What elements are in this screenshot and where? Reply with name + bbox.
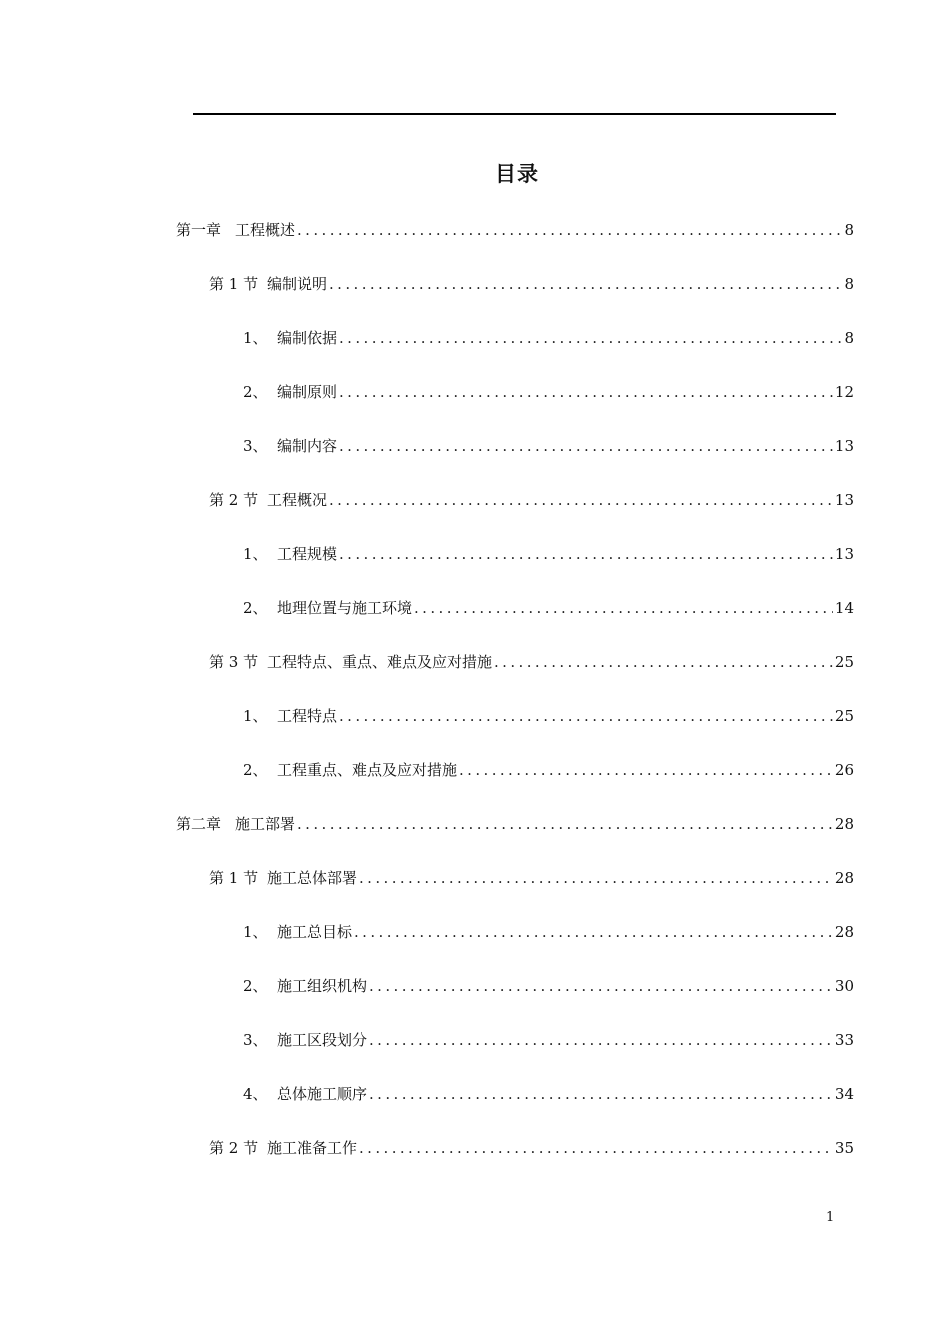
toc-entry-page: 13 <box>834 491 854 509</box>
toc-entry-item[interactable] <box>243 435 854 457</box>
dot-leader <box>354 921 833 943</box>
toc-entry-title: 施工部署 <box>235 815 296 833</box>
toc-entry-item[interactable] <box>243 381 854 403</box>
toc-entry-section[interactable] <box>209 867 854 889</box>
dot-leader <box>339 705 833 727</box>
dot-leader <box>459 759 833 781</box>
dot-leader <box>339 435 833 457</box>
toc-entry-item[interactable] <box>243 543 854 565</box>
toc-entry-item[interactable] <box>243 327 854 349</box>
toc-entry-page: 13 <box>834 545 854 563</box>
toc-entry-title: 工程规模 <box>277 545 338 563</box>
toc-entry-page: 33 <box>834 1031 854 1049</box>
toc-entry-title: 工程概述 <box>235 221 296 239</box>
toc-entry-number: 1、 <box>243 923 268 941</box>
toc-entry-item[interactable] <box>243 975 854 997</box>
toc-entry-section[interactable] <box>209 651 854 673</box>
toc-entry-title: 工程重点、难点及应对措施 <box>277 761 458 779</box>
toc-entry-number: 2、 <box>243 599 268 617</box>
toc-entry-page: 34 <box>834 1085 854 1103</box>
toc-entry-page: 35 <box>834 1139 854 1157</box>
toc-entry-title: 编制说明 <box>267 275 328 293</box>
toc-entry-number: 第二章 <box>176 815 222 833</box>
toc-entry-title: 施工区段划分 <box>277 1031 368 1049</box>
dot-leader <box>414 597 833 619</box>
toc-entry-title: 工程概况 <box>267 491 328 509</box>
toc-entry-page: 28 <box>834 815 854 833</box>
toc-entry-title: 工程特点 <box>277 707 338 725</box>
toc-entry-page: 8 <box>844 329 854 347</box>
toc-entry-item[interactable] <box>243 1029 854 1051</box>
toc-entry-number: 第 2 节 <box>209 1139 259 1157</box>
toc-entry-title: 施工组织机构 <box>277 977 368 995</box>
toc-entry-section[interactable] <box>209 489 854 511</box>
dot-leader <box>359 1137 833 1159</box>
toc-entry-title: 地理位置与施工环境 <box>277 599 413 617</box>
dot-leader <box>339 543 833 565</box>
toc-entry-page: 28 <box>834 869 854 887</box>
toc-entry-chapter-1[interactable] <box>176 219 854 241</box>
toc-entry-title: 总体施工顺序 <box>277 1085 368 1103</box>
toc-entry-title: 编制原则 <box>277 383 338 401</box>
toc-entry-item[interactable] <box>243 759 854 781</box>
toc-entry-number: 2、 <box>243 761 268 779</box>
toc-entry-title: 施工总目标 <box>277 923 353 941</box>
dot-leader <box>329 273 842 295</box>
toc-entry-number: 2、 <box>243 383 268 401</box>
toc-entry-number: 1、 <box>243 707 268 725</box>
toc-entry-item[interactable] <box>243 597 854 619</box>
dot-leader <box>359 867 833 889</box>
toc-entry-number: 2、 <box>243 977 268 995</box>
toc-entry-section[interactable] <box>209 1137 854 1159</box>
toc-entry-number: 第一章 <box>176 221 222 239</box>
toc-entry-number: 第 1 节 <box>209 275 259 293</box>
dot-leader <box>339 327 842 349</box>
toc-entry-title: 施工总体部署 <box>267 869 358 887</box>
page-number: 1 <box>826 1210 835 1225</box>
toc-entry-chapter-2[interactable] <box>176 813 854 835</box>
toc-entry-number: 第 1 节 <box>209 869 259 887</box>
toc-entry-number: 第 2 节 <box>209 491 259 509</box>
toc-title: 目录 <box>495 162 539 186</box>
toc-entry-item[interactable] <box>243 921 854 943</box>
dot-leader <box>369 975 833 997</box>
toc-entry-title: 施工准备工作 <box>267 1139 358 1157</box>
toc-entry-number: 4、 <box>243 1085 268 1103</box>
toc-entry-number: 3、 <box>243 1031 268 1049</box>
toc-entry-page: 8 <box>844 221 854 239</box>
dot-leader <box>339 381 833 403</box>
toc-entry-page: 13 <box>834 437 854 455</box>
toc-entry-title: 工程特点、重点、难点及应对措施 <box>267 653 493 671</box>
dot-leader <box>297 813 833 835</box>
dot-leader <box>369 1083 833 1105</box>
toc-entry-page: 8 <box>844 275 854 293</box>
dot-leader <box>297 219 842 241</box>
toc-entry-title: 编制依据 <box>277 329 338 347</box>
toc-entry-page: 30 <box>834 977 854 995</box>
toc-entry-item[interactable] <box>243 705 854 727</box>
dot-leader <box>494 651 833 673</box>
toc-entry-page: 25 <box>834 707 854 725</box>
toc-entry-number: 第 3 节 <box>209 653 259 671</box>
dot-leader <box>329 489 833 511</box>
toc-entry-number: 1、 <box>243 329 268 347</box>
toc-entry-page: 26 <box>834 761 854 779</box>
toc-entry-page: 14 <box>834 599 854 617</box>
dot-leader <box>369 1029 833 1051</box>
toc-entry-title: 编制内容 <box>277 437 338 455</box>
toc-entry-number: 3、 <box>243 437 268 455</box>
toc-entry-page: 28 <box>834 923 854 941</box>
toc-entry-page: 25 <box>834 653 854 671</box>
toc-entry-number: 1、 <box>243 545 268 563</box>
toc-entry-section[interactable] <box>209 273 854 295</box>
toc-entry-item[interactable] <box>243 1083 854 1105</box>
toc-entry-page: 12 <box>834 383 854 401</box>
